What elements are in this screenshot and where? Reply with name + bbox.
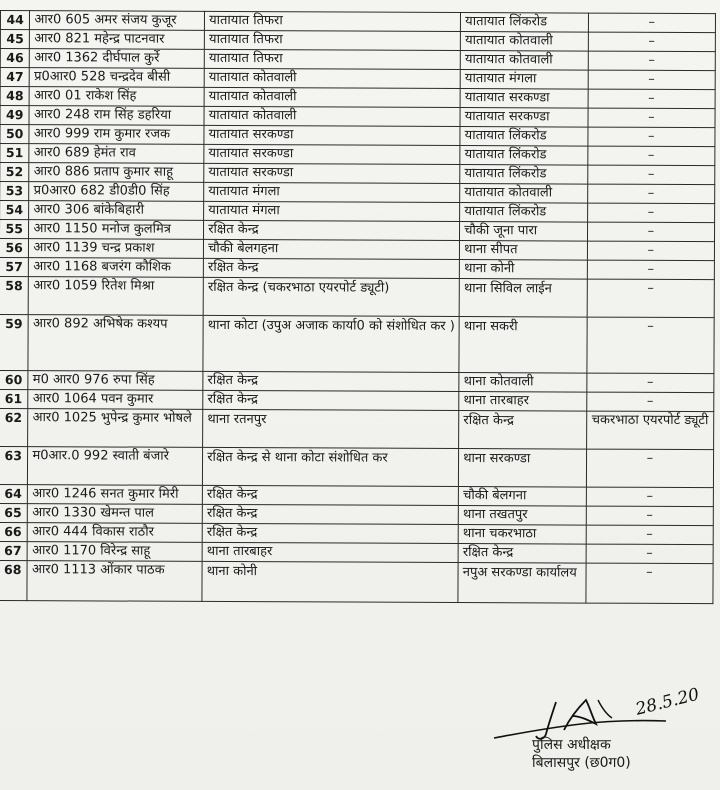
remark: –: [587, 317, 715, 374]
new-posting: यातायात कोतवाली: [461, 32, 589, 52]
current-posting: रक्षित केन्द्र (चकरभाठा एयरपोर्ट ड्यूटी): [203, 277, 459, 316]
serial-number: 61: [0, 389, 28, 408]
remark: –: [587, 203, 714, 223]
serial-number: 67: [0, 541, 28, 560]
remark: –: [586, 449, 714, 488]
employee-name: आर0 886 प्रताप कुमार साहू: [29, 163, 204, 183]
current-posting: रक्षित केन्द्र: [204, 258, 460, 278]
serial-number: 68: [0, 560, 28, 600]
new-posting: यातायात कोतवाली: [460, 51, 588, 71]
employee-name: आर0 821 महेन्द्र पाटनवार: [30, 30, 205, 50]
current-posting: यातायात कोतवाली: [204, 87, 460, 107]
remark: –: [588, 108, 715, 128]
current-posting: थाना रतनपुर: [203, 409, 459, 448]
current-posting: यातायात तिफरा: [205, 11, 461, 31]
remark: –: [587, 222, 714, 242]
remark: चकरभाठा एयरपोर्ट ड्यूटी: [586, 411, 714, 450]
remark: –: [588, 13, 715, 33]
remark: –: [586, 563, 714, 604]
employee-name: आर0 1362 दीर्घपाल कुर्रे: [30, 49, 205, 69]
current-posting: यातायात तिफरा: [204, 49, 460, 69]
new-posting: यातायात कोतवाली: [460, 184, 588, 204]
remark: –: [586, 487, 713, 507]
employee-name: आर0 999 राम कुमार रजक: [29, 125, 204, 145]
table-row: [0, 276, 714, 317]
serial-number: 58: [0, 276, 29, 314]
new-posting: यातायात लिंकरोड: [460, 203, 588, 223]
table-row: [0, 408, 714, 449]
new-posting: थाना सरकण्डा: [459, 449, 587, 488]
current-posting: रक्षित केन्द्र: [203, 371, 459, 391]
signatory-title: पुलिस अधीक्षक: [532, 737, 611, 753]
new-posting: रक्षित केन्द्र: [458, 544, 586, 564]
current-posting: रक्षित केन्द्र: [204, 220, 460, 240]
employee-name: आर0 1059 रितेश मिश्रा: [29, 277, 204, 316]
employee-name: आर0 605 अमर संजय कुजूर: [30, 11, 205, 31]
signature-date: 28.5.20: [633, 684, 702, 720]
employee-name: आर0 1139 चन्द्र प्रकाश: [29, 239, 204, 259]
new-posting: यातायात मंगला: [460, 70, 588, 90]
serial-number: 65: [0, 503, 28, 522]
current-posting: यातायात मंगला: [204, 182, 460, 202]
cropped-text-line: [0, 780, 720, 790]
remark: –: [586, 392, 713, 412]
remark: –: [588, 89, 715, 109]
employee-name: आर0 1246 सनत कुमार मिरी: [28, 485, 203, 505]
new-posting: यातायात सरकण्डा: [460, 89, 588, 109]
signatory-block: [532, 736, 631, 772]
signatory-place: बिलासपुर (छ0ग0): [532, 755, 631, 771]
remark: –: [588, 127, 715, 147]
employee-name: आर0 1150 मनोज कुलमित्र: [29, 220, 204, 240]
table-row: [0, 560, 713, 603]
serial-number: 51: [0, 144, 29, 163]
serial-number: 45: [0, 30, 30, 49]
new-posting: यातायात लिंकरोड: [460, 127, 588, 147]
serial-number: 54: [0, 201, 29, 220]
serial-number: 57: [0, 257, 29, 276]
employee-name: आर0 1170 विरेन्द्र साहू: [28, 542, 203, 562]
table-row: [0, 446, 714, 487]
current-posting: यातायात सरकण्डा: [204, 144, 460, 164]
current-posting: यातायात सरकण्डा: [204, 125, 460, 145]
employee-name: प्र0आर0 682 डी0डी0 सिंह: [29, 182, 204, 202]
remark: –: [588, 32, 715, 52]
new-posting: थाना तखतपुर: [458, 506, 586, 526]
employee-name: आर0 248 राम सिंह डहरिया: [29, 106, 204, 126]
serial-number: 47: [0, 68, 30, 87]
new-posting: थाना तारबाहर: [459, 392, 587, 412]
remark: –: [586, 506, 713, 526]
serial-number: 50: [0, 125, 29, 144]
current-posting: थाना कोनी: [202, 561, 458, 602]
current-posting: यातायात तिफरा: [205, 30, 461, 50]
new-posting: थाना चकरभाठा: [458, 525, 586, 545]
new-posting: थाना सकरी: [459, 317, 587, 374]
serial-number: 48: [0, 87, 30, 106]
new-posting: थाना कोतवाली: [459, 373, 587, 393]
employee-name: आर0 1064 पवन कुमार: [28, 390, 203, 410]
serial-number: 64: [0, 484, 28, 503]
employee-name: प्र0आर0 528 चन्द्रदेव बीसी: [30, 68, 205, 88]
remark: –: [587, 260, 714, 280]
employee-name: म0आर.0 992 स्वाती बंजारे: [28, 447, 203, 486]
current-posting: यातायात कोतवाली: [204, 68, 460, 88]
serial-number: 63: [0, 446, 28, 484]
employee-name: आर0 1168 बजरंग कौशिक: [29, 258, 204, 278]
serial-number: 53: [0, 182, 29, 201]
new-posting: यातायात लिंकरोड: [461, 13, 589, 33]
new-posting: रक्षित केन्द्र: [459, 411, 587, 450]
current-posting: रक्षित केन्द्र: [202, 504, 458, 524]
remark: –: [587, 184, 714, 204]
serial-number: 56: [0, 239, 29, 258]
serial-number: 44: [0, 11, 30, 30]
employee-name: आर0 01 राकेश सिंह: [30, 87, 205, 107]
new-posting: नपुअ सरकण्डा कार्यालय: [458, 563, 586, 604]
employee-name: आर0 306 बांकेबिहारी: [29, 201, 204, 221]
serial-number: 60: [0, 370, 28, 389]
employee-name: आर0 444 विकास राठौर: [28, 523, 203, 543]
remark: –: [587, 165, 714, 185]
transfer-roster-table: [0, 10, 716, 604]
serial-number: 55: [0, 220, 29, 239]
employee-name: म0 आर0 976 रुपा सिंह: [28, 371, 203, 391]
current-posting: रक्षित केन्द्र: [202, 523, 458, 543]
current-posting: रक्षित केन्द्र से थाना कोटा संशोधित कर: [203, 447, 459, 486]
remark: –: [586, 544, 713, 564]
current-posting: रक्षित केन्द्र: [203, 390, 459, 410]
current-posting: रक्षित केन्द्र: [203, 485, 459, 505]
serial-number: 49: [0, 106, 30, 125]
new-posting: थाना सीपत: [460, 241, 588, 261]
roster-body: [0, 11, 715, 604]
serial-number: 59: [0, 314, 29, 370]
remark: –: [587, 279, 715, 318]
employee-name: आर0 1330 खेमन्त पाल: [28, 504, 203, 524]
new-posting: थाना सिविल लाईन: [459, 279, 587, 318]
current-posting: यातायात सरकण्डा: [204, 163, 460, 183]
serial-number: 66: [0, 522, 28, 541]
remark: –: [587, 146, 714, 166]
remark: –: [586, 373, 713, 393]
remark: –: [588, 51, 715, 71]
current-posting: यातायात कोतवाली: [204, 106, 460, 126]
new-posting: यातायात सरकण्डा: [460, 108, 588, 128]
current-posting: चौकी बेलगहना: [204, 239, 460, 259]
remark: –: [588, 70, 715, 90]
new-posting: यातायात लिंकरोड: [460, 165, 588, 185]
new-posting: चौकी जूना पारा: [460, 222, 588, 242]
current-posting: थाना तारबाहर: [202, 542, 458, 562]
current-posting: थाना कोटा (उपुअ अजाक कार्या0 को संशोधित कर ): [203, 315, 459, 372]
serial-number: 62: [0, 408, 28, 446]
new-posting: चौकी बेलगना: [459, 487, 587, 507]
new-posting: थाना कोनी: [460, 260, 588, 280]
employee-name: आर0 689 हेमंत राव: [29, 144, 204, 164]
employee-name: आर0 1113 ओंकार पाठक: [27, 561, 202, 602]
employee-name: आर0 892 अभिषेक कश्यप: [28, 315, 203, 372]
remark: –: [587, 241, 714, 261]
table-row: [0, 314, 714, 373]
remark: –: [586, 525, 713, 545]
serial-number: 52: [0, 163, 29, 182]
employee-name: आर0 1025 भुपेन्द्र कुमार भोषले: [28, 409, 203, 448]
new-posting: यातायात लिंकरोड: [460, 146, 588, 166]
serial-number: 46: [0, 49, 30, 68]
current-posting: यातायात मंगला: [204, 201, 460, 221]
